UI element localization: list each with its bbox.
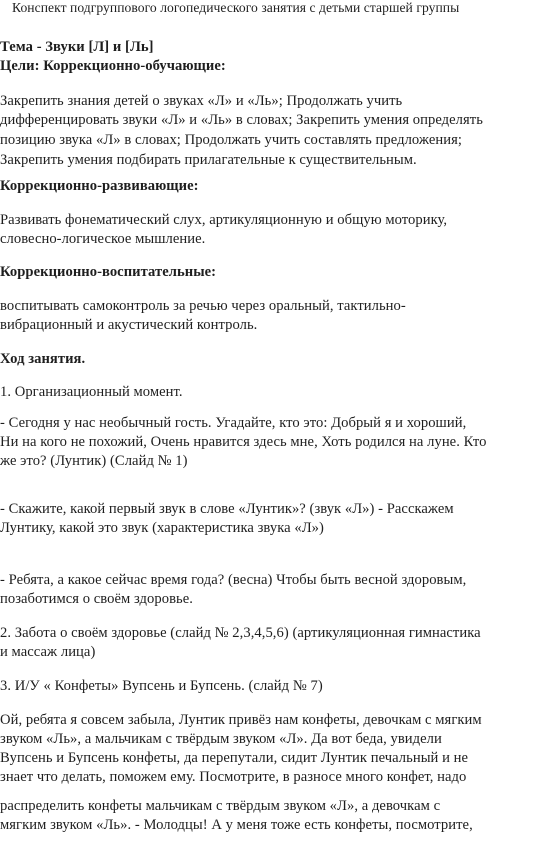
step2-line: 2. Забота о своём здоровье (слайд № 2,3,4,5,6) (артикуляционная гимнастика	[0, 625, 481, 641]
step1-line: Ни на кого не похожий, Очень нравится здесь мне, Хоть родился на луне. Кто	[0, 434, 487, 450]
goals-heading: Цели: Коррекционно-обучающие:	[0, 58, 226, 74]
step2-line: и массаж лица)	[0, 644, 96, 660]
document-title: Конспект подгруппового логопедического занятия с детьми старшей группы	[12, 0, 460, 15]
step1-line: же это? (Лунтик) (Слайд № 1)	[0, 453, 188, 469]
step1-paragraph3-line: - Ребята, а какое сейчас время года? (весна) Чтобы быть весной здоровым,	[0, 572, 467, 588]
goal-line: Закрепить умения подбирать прилагательные к существительным.	[0, 152, 417, 168]
step3-line: знает что делать, поможем ему. Посмотрите, в разносе много конфет, надо	[0, 769, 467, 785]
step1-title: 1. Организационный момент.	[0, 384, 183, 400]
developmental-heading: Коррекционно-развивающие:	[0, 178, 199, 194]
upbringing-line: вибрационный и акустический контроль.	[0, 317, 258, 333]
upbringing-heading: Коррекционно-воспитательные:	[0, 264, 217, 280]
step3-line: мягким звуком «Ль». - Молодцы! А у меня тоже есть конфеты, посмотрите,	[0, 817, 473, 833]
topic-label: Тема - Звуки [Л] и [Ль]	[0, 39, 154, 55]
step3-line: Вупсень и Бупсень конфеты, да перепутали, сидит Лунтик печальный и не	[0, 750, 469, 766]
step3-line: звуком «Ль», а мальчикам с твёрдым звуком «Л». Да вот беда, увидели	[0, 731, 442, 747]
upbringing-line: воспитывать самоконтроль за речью через оральный, тактильно-	[0, 298, 406, 314]
lesson-heading: Ход занятия.	[0, 351, 86, 367]
developmental-line: словесно-логическое мышление.	[0, 231, 206, 247]
step3-line: Ой, ребята я совсем забыла, Лунтик привёз нам конфеты, девочкам с мягким	[0, 712, 482, 728]
goal-line: позицию звука «Л» в словах; Продолжать учить составлять предложения;	[0, 132, 462, 148]
step3-line: распределить конфеты мальчикам с твёрдым звуком «Л», а девочкам с	[0, 798, 441, 814]
developmental-line: Развивать фонематический слух, артикуляционную и общую моторику,	[0, 212, 448, 228]
step1-paragraph2-line: - Скажите, какой первый звук в слове «Лунтик»? (звук «Л») - Расскажем	[0, 501, 454, 517]
step1-paragraph2-line: Лунтику, какой это звук (характеристика звука «Л»)	[0, 520, 324, 536]
step1-paragraph3-line: позаботимся о своём здоровье.	[0, 591, 193, 607]
step1-line: - Сегодня у нас необычный гость. Угадайте, кто это: Добрый я и хороший,	[0, 415, 467, 431]
step3-title: 3. И/У « Конфеты» Вупсень и Бупсень. (слайд № 7)	[0, 678, 323, 694]
goal-line: дифференцировать звуки «Л» и «Ль» в словах; Закрепить умения определять	[0, 112, 483, 128]
goal-line: Закрепить знания детей о звуках «Л» и «Ль»; Продолжать учить	[0, 93, 403, 109]
